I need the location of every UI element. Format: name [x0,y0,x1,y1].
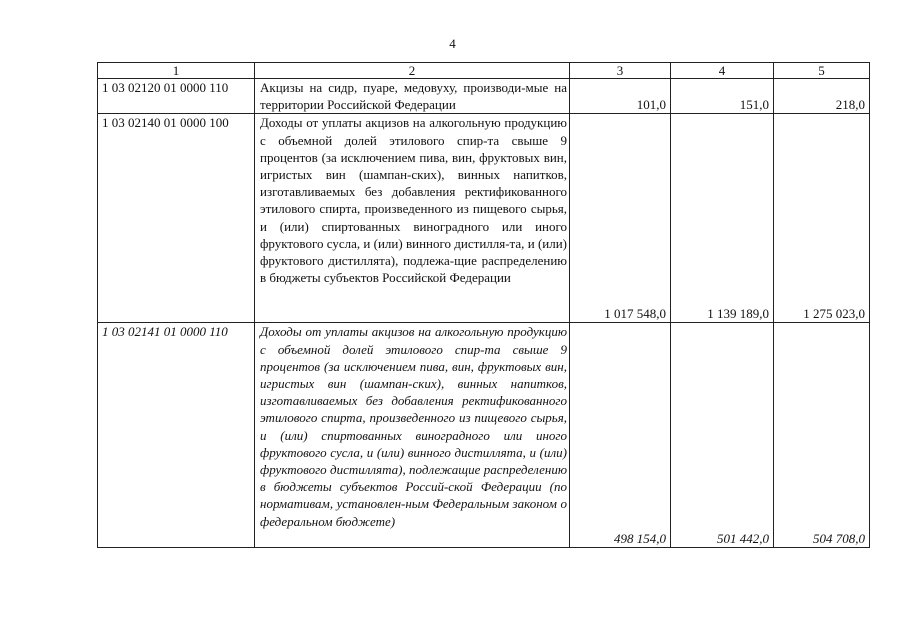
header-col-3: 3 [570,63,671,79]
page-number: 4 [449,36,456,51]
value-col-5: 1 275 023,0 [774,114,870,323]
header-row [98,63,870,79]
header-col-5: 5 [774,63,870,79]
value-col-5: 504 708,0 [774,323,870,548]
value-col-3: 1 017 548,0 [570,114,671,323]
budget-code: 1 03 02141 01 0000 110 [98,323,255,548]
budget-revenue-table [97,62,870,548]
table-row [98,323,870,548]
value-col-4: 1 139 189,0 [671,114,774,323]
row-description: Доходы от уплаты акцизов на алкогольную продукцию с объемной долей этилового спир-та свыше 9 процентов (за исключением пива, вин, фруктовых вин, игристых вин (шампан-ских), винных напитков, изготавливаемых без добавления ректификованного этилового спирта, произведенного из пищевого сырья, и (или) спиртованных виноградного или иного фруктового сусла, и (или) винного дистилля-та, и (или) фруктового дистиллята), подлежа-щие распределению в бюджеты субъектов Российской Федерации [255,114,570,323]
budget-code: 1 03 02140 01 0000 100 [98,114,255,323]
header-col-4: 4 [671,63,774,79]
table-row [98,79,870,114]
row-description: Доходы от уплаты акцизов на алкогольную продукцию с объемной долей этилового спир-та свыше 9 процентов (за исключением пива, вин, фруктовых вин, игристых вин (шампан-ских), винных напитков, изготавливаемых без добавления ректификованного этилового спирта, произведенного из пищевого сырья, и (или) спиртованных виноградного или иного фруктового сусла, и (или) винного дистиллята, и (или) фруктового дистиллята), подлежащие распределению в бюджеты субъектов Россий-ской Федерации (по нормативам, установлен-ным Федеральным законом о федеральном бюджете) [255,323,570,548]
value-col-3: 101,0 [570,79,671,114]
header-col-1: 1 [98,63,255,79]
row-description: Акцизы на сидр, пуаре, медовуху, производи-мые на территории Российской Федерации [255,79,570,114]
budget-code: 1 03 02120 01 0000 110 [98,79,255,114]
table-row [98,114,870,323]
value-col-3: 498 154,0 [570,323,671,548]
value-col-4: 501 442,0 [671,323,774,548]
header-col-2: 2 [255,63,570,79]
value-col-4: 151,0 [671,79,774,114]
value-col-5: 218,0 [774,79,870,114]
